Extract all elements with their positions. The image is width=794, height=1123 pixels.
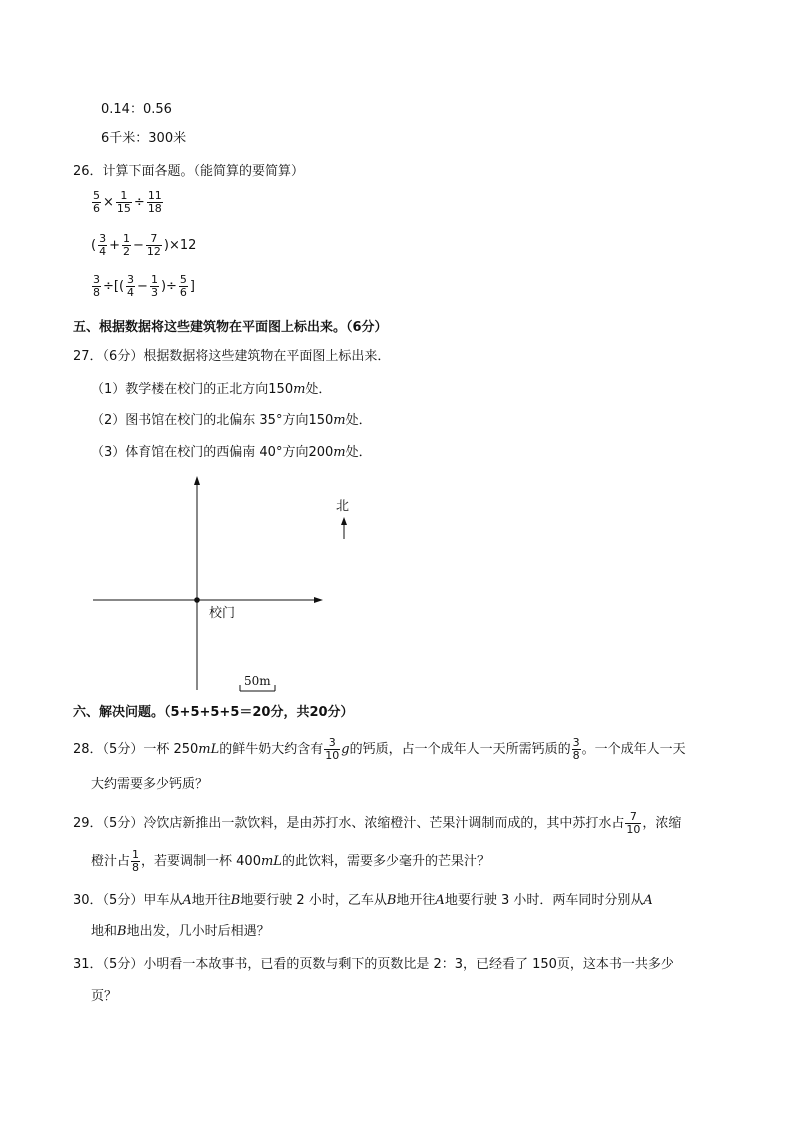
fraction: $\frac{3}{8}$ [93, 273, 100, 299]
north-arrow [341, 517, 347, 539]
origin-point [194, 597, 200, 603]
q30-line-1: 30．（5分）甲车从A地开往B地要行驶 2 小时，乙车从B地开往A地要行驶 3 小时．两车同时分别从A [73, 893, 653, 908]
q27-label: 27．（6分）根据数据将这些建筑物在平面图上标出来． [73, 349, 391, 364]
fraction: $\frac{1}{15}$ [116, 189, 131, 215]
ratio-2: 6千米：300米 [101, 131, 187, 146]
fraction: $\frac{3}{10}$ [325, 736, 340, 762]
north-label: 北 [336, 499, 350, 514]
fraction: $\frac{7}{12}$ [146, 232, 161, 258]
fraction: $\frac{11}{18}$ [147, 189, 162, 215]
q28-line-2: 大约需要多少钙质？ [91, 777, 209, 792]
q26-label: 26．计算下面各题。（能简算的要简算） [73, 164, 305, 179]
scale-label: 50m [244, 674, 271, 688]
q31-line-2: 页？ [91, 989, 118, 1004]
ratio-1: 0.14：0.56 [101, 102, 172, 117]
q31-line-1: 31．（5分）小明看一本故事书，已看的页数与剩下的页数比是 2：3，已经看了 150页，这本书一共多少 [73, 957, 674, 972]
origin-label: 校门 [209, 606, 236, 621]
fraction: $\frac{1}{8}$ [132, 848, 140, 874]
q26-expr-3: $\frac{3}{8}$ ÷[( $\frac{3}{4}$ − $\frac{1}{3}$ )÷ $\frac{5}{6}$ ] [93, 273, 195, 299]
fraction: $\frac{1}{2}$ [122, 232, 130, 258]
fraction: $\frac{5}{6}$ [93, 189, 100, 215]
fraction: $\frac{3}{8}$ [572, 736, 580, 762]
q30-line-2: 地和B地出发，几小时后相遇？ [91, 924, 270, 939]
fraction: $\frac{3}{4}$ [99, 232, 107, 258]
q27-item-1: （1）教学楼在校门的正北方向150m处． [91, 382, 332, 397]
horizontal-axis [93, 597, 323, 603]
q29-line-2: 橙汁占 $\frac{1}{8}$ ，若要调制一杯 400mL的此饮料，需要多少毫升的芒果汁？ [91, 848, 490, 874]
fraction: $\frac{1}{3}$ [150, 273, 158, 299]
fraction: $\frac{5}{6}$ [179, 273, 187, 299]
q29-line-1: 29．（5分）冷饮店新推出一款饮料，是由苏打水、浓缩橙汁、芒果汁调制而成的，其中苏打水占 $\frac{7}{10}$ ，浓缩 [73, 810, 682, 836]
section-5-title: 五、根据数据将这些建筑物在平面图上标出来。（6分） [73, 320, 388, 335]
section-6-title: 六、解决问题。（5+5+5+5＝20分，共20分） [73, 705, 354, 720]
fraction: $\frac{7}{10}$ [626, 810, 641, 836]
q27-item-2: （2）图书馆在校门的北偏东 35°方向150m处． [91, 413, 372, 428]
q28-line-1: 28．（5分）一杯 250mL的鲜牛奶大约含有 $\frac{3}{10}$ g的钙质，占一个成年人一天所需钙质的 $\frac{3}{8}$ 。一个成年人一天 [73, 736, 686, 762]
q26-expr-2: ( $\frac{3}{4}$ + $\frac{1}{2}$ − $\frac{7}{12}$ )×12 [91, 232, 197, 258]
fraction: $\frac{3}{4}$ [127, 273, 135, 299]
q26-expr-1: $\frac{5}{6}$ × $\frac{1}{15}$ ÷ $\frac{11}{18}$ [93, 189, 162, 215]
vertical-axis [194, 476, 200, 690]
q27-item-3: （3）体育馆在校门的西偏南 40°方向200m处． [91, 445, 372, 460]
